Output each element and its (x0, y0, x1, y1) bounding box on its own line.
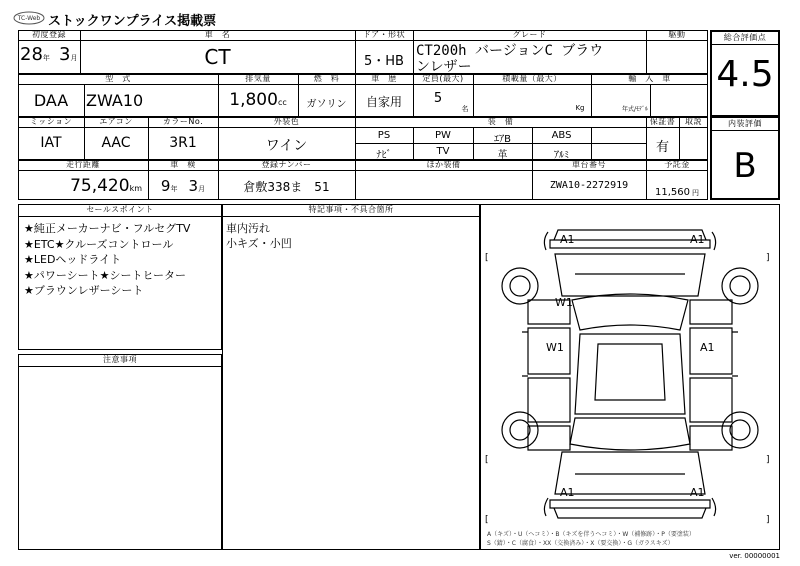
mark-left-upper: W1 (555, 296, 573, 309)
warranty-value: 有 (655, 140, 669, 155)
mark-front-right: A1 (690, 233, 705, 246)
label-exterior: 外装色 (273, 117, 300, 126)
reg-year (20, 44, 80, 65)
mark-front: A1 (560, 233, 575, 246)
mark-left-mid: W1 (546, 341, 564, 354)
label-car-name: 車 名 (204, 30, 231, 39)
price-unit: 円 (692, 189, 699, 197)
overall-score-box (710, 30, 780, 117)
reg-month-value: 3 (59, 44, 71, 65)
mileage-value (18, 176, 142, 196)
svg-text:]: ] (766, 455, 770, 465)
equip-abs: ABS (551, 130, 572, 141)
insp-year-unit: 年 (170, 185, 178, 193)
exterior-value: ワイン (265, 138, 308, 154)
label-door-type: ドア・形状 (362, 30, 406, 39)
sales-point-item: ★LEDヘッドライト (24, 253, 122, 266)
label-price: 予託金 (664, 160, 690, 169)
fuel-value: ガソリン (306, 99, 347, 110)
note-item: 車内汚れ (226, 222, 270, 235)
svg-text:]: ] (766, 515, 770, 525)
page-title: ストックワンプライス掲載票 (48, 14, 217, 29)
label-model: 型 式 (105, 74, 131, 83)
label-usage: 車 歴 (371, 74, 397, 83)
reg-month-unit: 月 (70, 54, 78, 62)
mark-right-mid: A1 (700, 341, 715, 354)
damage-legend (487, 530, 777, 548)
label-mission: ミッション (29, 117, 73, 126)
aircon-value: AAC (101, 135, 131, 151)
label-fuel: 燃 料 (313, 74, 340, 83)
version-label: ver. 00000001 (729, 552, 780, 560)
reg-year-unit: 年 (42, 54, 50, 62)
sales-point-item: ★ブラウンレザーシート (24, 284, 144, 297)
overall-score-value: 4.5 (716, 54, 774, 95)
reg-year-value: 28 (20, 44, 43, 65)
equip-tv: TV (436, 146, 450, 157)
equip-leather: 革 (497, 150, 508, 161)
sales-point-item: ★パワーシート★シートヒーター (24, 268, 187, 282)
usage-value: 自家用 (365, 95, 402, 109)
insp-month-value: 3 (188, 177, 199, 195)
grade-line2: ンレザー (416, 59, 472, 75)
label-interior-score: 内装評価 (712, 118, 778, 131)
mileage-unit: km (129, 184, 142, 193)
sales-point-item: ★ETC★クルーズコントロール (24, 237, 174, 251)
label-mileage: 走行距離 (66, 160, 100, 169)
chassis-value: ZWA10-2272919 (549, 180, 629, 191)
label-color-no: カラーNo. (162, 117, 204, 126)
label-drive: 駆動 (668, 30, 686, 39)
mark-rear: A1 (560, 486, 575, 499)
label-first-reg: 初度登録 (32, 30, 66, 39)
label-inspection: 車 検 (170, 160, 196, 169)
load-unit: Kg (575, 104, 585, 112)
label-notes: 特記事項・不具合箇所 (222, 204, 480, 217)
label-displacement: 排気量 (245, 74, 271, 83)
insp-month-unit: 月 (198, 185, 206, 193)
legend-line: S（錆）・C（腐食）・XX（交換済み）・X（要交換）・G（ガラスキズ） (487, 540, 674, 547)
notes-list (226, 221, 476, 251)
import-note: 年式/ﾓﾃﾞﾙ (621, 106, 649, 113)
capacity-value: 5 (433, 91, 443, 106)
label-manual: 取説 (685, 117, 702, 126)
model-code: ZWA10 (86, 91, 144, 110)
legend-line: A（キズ）・U（ヘコミ）・B（キズを伴うヘコミ）・W（補修跡）・P（要塗装） (487, 531, 695, 538)
interior-score-value: B (733, 146, 757, 186)
grade-line1: CT200h バージョンC ブラウ (416, 43, 604, 59)
equip-navi: ﾅﾋﾞ (376, 150, 392, 161)
model-prefix: DAA (33, 91, 69, 110)
logo-text: TC-Web (17, 15, 41, 22)
price-value (646, 180, 708, 199)
label-chassis: 車台番号 (572, 160, 606, 169)
color-no-value: 3R1 (169, 135, 197, 151)
label-warranty: 保証書 (649, 117, 676, 126)
notes-box (222, 204, 480, 550)
note-item: 小キズ・小凹 (226, 237, 292, 250)
mission-value: IAT (40, 135, 62, 151)
equip-alloy: ｱﾙﾐ (554, 150, 569, 161)
sales-points-list (24, 221, 220, 299)
label-caution: 注意事項 (18, 354, 222, 367)
equip-airbag: ｴｱB (494, 134, 511, 145)
mark-rear-right: A1 (690, 486, 705, 499)
price-number: 11,560 (655, 187, 690, 198)
label-overall-score: 総合評価点 (712, 32, 778, 45)
insp-year-value: 9 (160, 177, 171, 195)
label-other-equip: ほか装備 (426, 160, 461, 169)
svg-text:[: [ (485, 455, 489, 465)
svg-text:]: ] (766, 253, 770, 263)
caution-box (18, 354, 222, 550)
plate-value: 倉敷338ま 51 (243, 180, 330, 194)
svg-text:[: [ (485, 253, 489, 263)
mileage-number: 75,420 (70, 176, 130, 196)
logo-icon (12, 10, 46, 26)
site-logo (12, 10, 46, 26)
label-sales-points: セールスポイント (18, 204, 222, 217)
equip-pw: PW (435, 130, 451, 141)
door-type-value: 5・HB (364, 54, 404, 69)
label-plate: 登録ナンバー (261, 160, 312, 169)
inspection-value (148, 176, 218, 195)
label-aircon: エアコン (99, 117, 133, 126)
label-grade: グレード (512, 30, 547, 39)
label-load: 積載量（最大） (502, 74, 562, 83)
capacity-unit: 名 (461, 105, 469, 113)
label-import: 輸 入 車 (628, 74, 671, 83)
displacement-value (218, 90, 298, 110)
svg-text:[: [ (485, 515, 489, 525)
car-name-value: CT (204, 45, 231, 69)
equip-ps: PS (377, 130, 391, 141)
car-diagram (480, 204, 780, 550)
displacement-number: 1,800 (229, 90, 278, 110)
interior-score-box (710, 116, 780, 200)
sales-point-item: ★純正メーカーナビ・フルセグTV (24, 222, 191, 235)
label-capacity: 定員(最大) (422, 74, 464, 83)
label-equipment: 装 備 (487, 117, 514, 126)
displacement-unit: cc (277, 98, 287, 107)
